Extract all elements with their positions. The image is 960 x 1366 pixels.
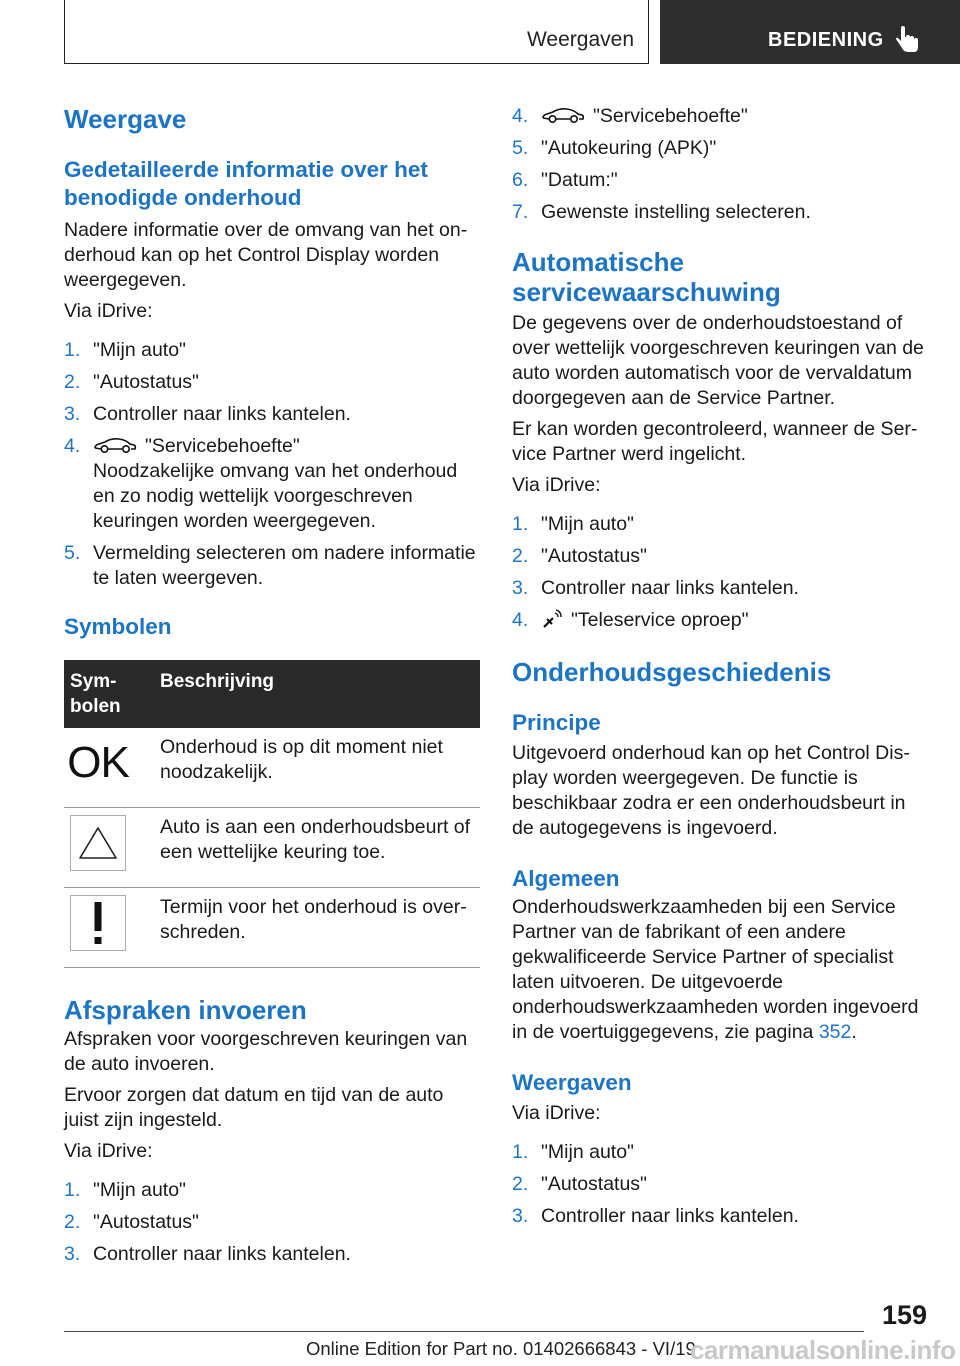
header-section-title: Weergaven [526, 28, 634, 51]
footer-divider [64, 1331, 864, 1332]
list-item: 4. "Servicebehoefte" Noodzakelijke omvang van het onderhoud en zo nodig wettelijk voorgeschreven keuringen worden weergegeven. [64, 435, 458, 532]
left-column [64, 96, 480, 1274]
section-title-symbolen: Symbolen [64, 614, 172, 639]
section-title-auto-service: Automatische servicewaarschuwing [512, 247, 781, 307]
car-icon [541, 106, 585, 124]
subsection-title-weergaven: Weergaven [512, 1070, 632, 1095]
header-chapter-box [660, 0, 960, 64]
list-item: 3. Controller naar links kantelen. [64, 1243, 351, 1265]
right-column [512, 104, 928, 1236]
list-item: 5. Vermelding selecteren om nadere informatie te laten weergeven. [64, 542, 476, 589]
list-item: 4. "Teleservice oproep" [512, 609, 749, 631]
list-item: 3. Controller naar links kantelen. [64, 403, 351, 425]
table-header-symbol: Symbolen [64, 660, 154, 728]
list-item: 3. Controller naar links kantelen. [512, 1205, 799, 1227]
list-item: 4. "Servicebehoefte" [512, 105, 748, 127]
list-item: 2. "Autostatus" [64, 371, 199, 393]
list-item: 7. Gewenste instelling selecteren. [512, 201, 811, 223]
table-header-row [64, 660, 480, 728]
subsection-title-detail: Gedetailleerde informatie over het benodigde onderhoud [64, 157, 428, 210]
paragraph-afspraken-2: Ervoor zorgen dat datum en tijd van de auto juist zijn ingesteld. [64, 1084, 444, 1131]
table-row [64, 808, 480, 888]
paragraph-principe: Uitgevoerd onderhoud kan op het Control Display worden weergegeven. De functie is beschikbaar zodra er een onderhoudsbeurt in de autogegevens is ingevoerd. [512, 742, 910, 839]
steps-list-1 [64, 338, 480, 591]
list-item: 2. "Autostatus" [512, 545, 647, 567]
via-idrive-label: Via iDrive: [512, 1102, 601, 1124]
list-item: 2. "Autostatus" [512, 1173, 647, 1195]
page-reference-link[interactable]: 352 [818, 1021, 852, 1043]
steps-list-3 [512, 512, 928, 633]
section-title-afspraken: Afspraken invoeren [64, 995, 307, 1025]
via-idrive-label: Via iDrive: [64, 1140, 153, 1162]
list-item: 1. "Mijn auto" [512, 513, 634, 535]
watermark: carmanualsonline.info [690, 1335, 956, 1365]
section-title-history: Onderhoudsgeschiedenis [512, 657, 832, 687]
ok-icon: OK [67, 738, 129, 787]
table-row [64, 888, 480, 968]
table-cell-description: Termijn voor het onderhoud is overschreden. [154, 888, 480, 968]
pointing-hand-icon [895, 26, 921, 54]
table-header-description: Beschrijving [154, 660, 480, 728]
section-title-weergave: Weergave [64, 104, 187, 134]
teleservice-icon [541, 608, 563, 630]
steps-list-4 [512, 1140, 928, 1229]
paragraph-algemeen: Onderhoudswerkzaamheden bij een Service Partner van de fabrikant of een andere gekwalificeerde Service Partner of specialist laten uitvoeren. De uitgevoerde onderhoudswerkzaamheden worden ingevoerd in de voertuiggegevens, zie pagina 352. [512, 896, 919, 1043]
table-row [64, 728, 480, 808]
list-item: 1. "Mijn auto" [64, 1179, 186, 1201]
paragraph-auto-service-1: De gegevens over de onderhoudstoestand of over wettelijk voorgeschreven keuringen van de auto worden automatisch voor de vervaldatum doorgegeven aan de Service Partner. [512, 312, 924, 409]
paragraph-detail: Nadere informatie over de omvang van het onderhoud kan op het Control Display worden weergegeven. [64, 219, 468, 291]
list-item-extra: Noodzakelijke omvang van het onderhoud en zo nodig wettelijk voorgeschreven keuringen worden weergegeven. [93, 460, 458, 532]
list-item: 1. "Mijn auto" [512, 1141, 634, 1163]
footer-edition: Online Edition for Part no. 01402666843 - VI/19 [306, 1338, 696, 1359]
via-idrive-label: Via iDrive: [512, 474, 601, 496]
subsection-title-principe: Principe [512, 710, 601, 735]
header-section-box [64, 0, 649, 64]
warning-triangle-icon [70, 815, 126, 871]
page-number: 159 [881, 1300, 927, 1330]
steps-list-2 [64, 1178, 480, 1267]
exclamation-icon [70, 895, 126, 951]
subsection-title-algemeen: Algemeen [512, 866, 620, 891]
list-item: 5. "Autokeuring (APK)" [512, 137, 717, 159]
table-cell-description: Onderhoud is op dit moment niet noodzakelijk. [154, 728, 480, 808]
car-icon [93, 436, 137, 454]
via-idrive-label: Via iDrive: [64, 300, 153, 322]
header-chapter-title: BEDIENING [768, 29, 884, 51]
list-item: 3. Controller naar links kantelen. [512, 577, 799, 599]
list-item: 1. "Mijn auto" [64, 339, 186, 361]
paragraph-auto-service-2: Er kan worden gecontroleerd, wanneer de Service Partner werd ingelicht. [512, 418, 918, 465]
paragraph-afspraken-1: Afspraken voor voorgeschreven keuringen van de auto invoeren. [64, 1028, 468, 1075]
steps-list-cont [512, 104, 928, 225]
list-item: 2. "Autostatus" [64, 1211, 199, 1233]
list-item: 6. "Datum:" [512, 169, 618, 191]
symbols-table [64, 660, 480, 968]
table-cell-description: Auto is aan een onderhoudsbeurt of een wettelijke keuring toe. [154, 808, 480, 888]
